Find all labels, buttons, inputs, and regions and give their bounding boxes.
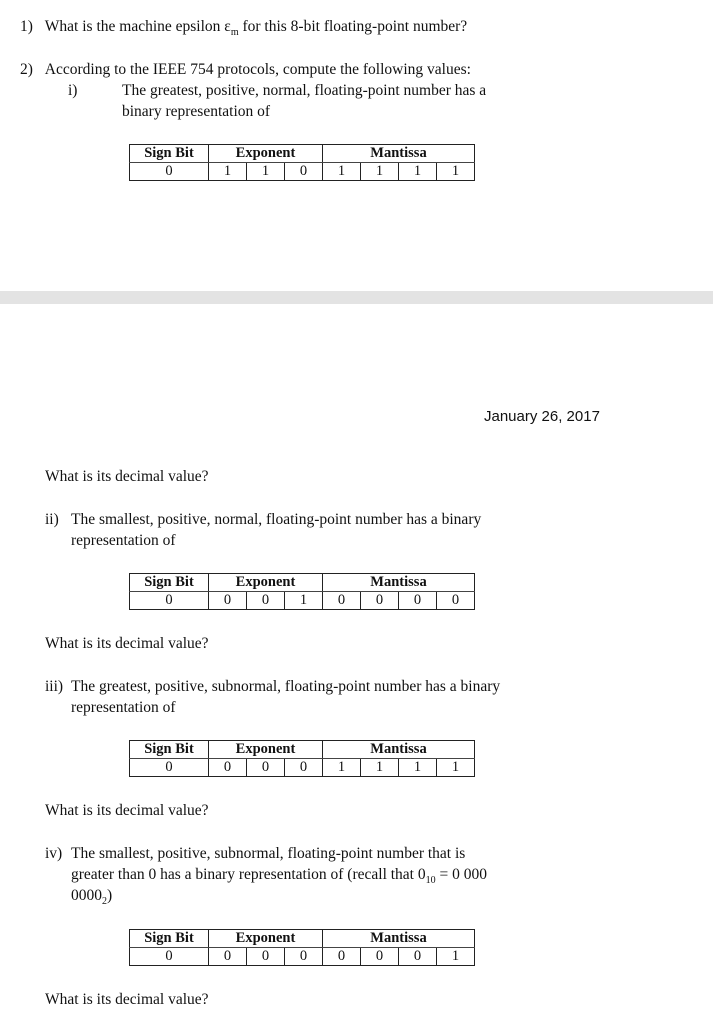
exponent-bit-cell: 0 bbox=[209, 592, 247, 610]
epsilon-symbol: ε bbox=[224, 18, 231, 35]
mantissa-bit-cell: 0 bbox=[437, 592, 475, 610]
question-1-text: What is the machine epsilon bbox=[44, 18, 225, 35]
question-2 bbox=[20, 61, 471, 79]
mantissa-bit-cell: 1 bbox=[323, 163, 361, 181]
mantissa-bit-cell: 0 bbox=[399, 948, 437, 966]
question-1-text-tail: for this 8-bit floating-point number? bbox=[238, 18, 468, 35]
mantissa-bit-cell: 0 bbox=[323, 948, 361, 966]
exponent-bit-cell: 0 bbox=[285, 163, 323, 181]
part-iv-line-3-text: 0000 bbox=[71, 887, 102, 904]
exponent-bit-cell: 0 bbox=[285, 759, 323, 777]
part-iii-line-2: representation of bbox=[71, 699, 176, 716]
part-ii-question: What is its decimal value? bbox=[45, 635, 209, 652]
exponent-bit-cell: 0 bbox=[285, 948, 323, 966]
bit-table-iii bbox=[129, 740, 475, 777]
sign-bit-cell: 0 bbox=[130, 163, 209, 181]
exponent-header: Exponent bbox=[209, 741, 323, 759]
question-2-number: 2) bbox=[20, 61, 33, 78]
sign-bit-header: Sign Bit bbox=[130, 574, 209, 592]
part-iv-line-2-text: greater than 0 has a binary representation of (recall that 0 bbox=[71, 866, 426, 883]
part-i-line-1: The greatest, positive, normal, floating-point number has a bbox=[122, 82, 487, 99]
exponent-bit-cell: 1 bbox=[247, 163, 285, 181]
mantissa-bit-cell: 1 bbox=[361, 163, 399, 181]
part-iii-question: What is its decimal value? bbox=[45, 802, 209, 819]
sign-bit-cell: 0 bbox=[130, 592, 209, 610]
question-1-number: 1) bbox=[20, 18, 33, 35]
part-iv-line-1: The smallest, positive, subnormal, floating-point number that is bbox=[71, 845, 466, 862]
exponent-bit-cell: 0 bbox=[247, 592, 285, 610]
sign-bit-cell: 0 bbox=[130, 948, 209, 966]
part-ii-line-1: The smallest, positive, normal, floating-point number has a binary bbox=[71, 511, 482, 528]
exponent-bit-cell: 1 bbox=[209, 163, 247, 181]
base-2-subscript: 2 bbox=[102, 896, 107, 908]
mantissa-bit-cell: 1 bbox=[437, 759, 475, 777]
mantissa-bit-cell: 1 bbox=[437, 948, 475, 966]
exponent-bit-cell: 0 bbox=[209, 948, 247, 966]
exponent-header: Exponent bbox=[209, 930, 323, 948]
part-i-question: What is its decimal value? bbox=[45, 468, 209, 485]
mantissa-header: Mantissa bbox=[323, 741, 475, 759]
sign-bit-header: Sign Bit bbox=[130, 145, 209, 163]
sign-bit-header: Sign Bit bbox=[130, 930, 209, 948]
part-iv-line-2 bbox=[71, 866, 487, 886]
part-i-label: i) bbox=[68, 82, 78, 99]
exponent-bit-cell: 0 bbox=[247, 759, 285, 777]
bit-table-ii bbox=[129, 573, 475, 610]
part-ii-label: ii) bbox=[45, 511, 59, 528]
part-iii-line-1: The greatest, positive, subnormal, floating-point number has a binary bbox=[71, 678, 501, 695]
exponent-bit-cell: 0 bbox=[247, 948, 285, 966]
part-iv-line-3-tail: ) bbox=[107, 887, 113, 904]
part-iv-question: What is its decimal value? bbox=[45, 991, 209, 1008]
question-2-text: According to the IEEE 754 protocols, compute the following values: bbox=[44, 61, 471, 78]
part-iv-label: iv) bbox=[45, 845, 63, 862]
part-iv-line-3 bbox=[71, 887, 112, 907]
exponent-header: Exponent bbox=[209, 574, 323, 592]
epsilon-subscript: m bbox=[230, 27, 239, 39]
mantissa-bit-cell: 1 bbox=[437, 163, 475, 181]
exponent-bit-cell: 1 bbox=[285, 592, 323, 610]
page-date: January 26, 2017 bbox=[484, 408, 600, 425]
mantissa-bit-cell: 1 bbox=[361, 759, 399, 777]
question-1 bbox=[20, 18, 467, 38]
mantissa-bit-cell: 1 bbox=[399, 163, 437, 181]
mantissa-bit-cell: 0 bbox=[361, 592, 399, 610]
sign-bit-cell: 0 bbox=[130, 759, 209, 777]
part-iv-line-2-tail: = 0 000 bbox=[435, 866, 487, 883]
part-i-line-2: binary representation of bbox=[122, 103, 271, 120]
exponent-bit-cell: 0 bbox=[209, 759, 247, 777]
bit-table-i bbox=[129, 144, 475, 181]
mantissa-bit-cell: 0 bbox=[399, 592, 437, 610]
mantissa-bit-cell: 1 bbox=[399, 759, 437, 777]
mantissa-header: Mantissa bbox=[323, 145, 475, 163]
mantissa-bit-cell: 1 bbox=[323, 759, 361, 777]
mantissa-bit-cell: 0 bbox=[361, 948, 399, 966]
sign-bit-header: Sign Bit bbox=[130, 741, 209, 759]
mantissa-bit-cell: 0 bbox=[323, 592, 361, 610]
page-break-band bbox=[0, 291, 713, 304]
part-ii-line-2: representation of bbox=[71, 532, 176, 549]
part-iii-label: iii) bbox=[45, 678, 64, 695]
mantissa-header: Mantissa bbox=[323, 930, 475, 948]
base-10-subscript: 10 bbox=[425, 875, 436, 887]
exponent-header: Exponent bbox=[209, 145, 323, 163]
mantissa-header: Mantissa bbox=[323, 574, 475, 592]
bit-table-iv bbox=[129, 929, 475, 966]
